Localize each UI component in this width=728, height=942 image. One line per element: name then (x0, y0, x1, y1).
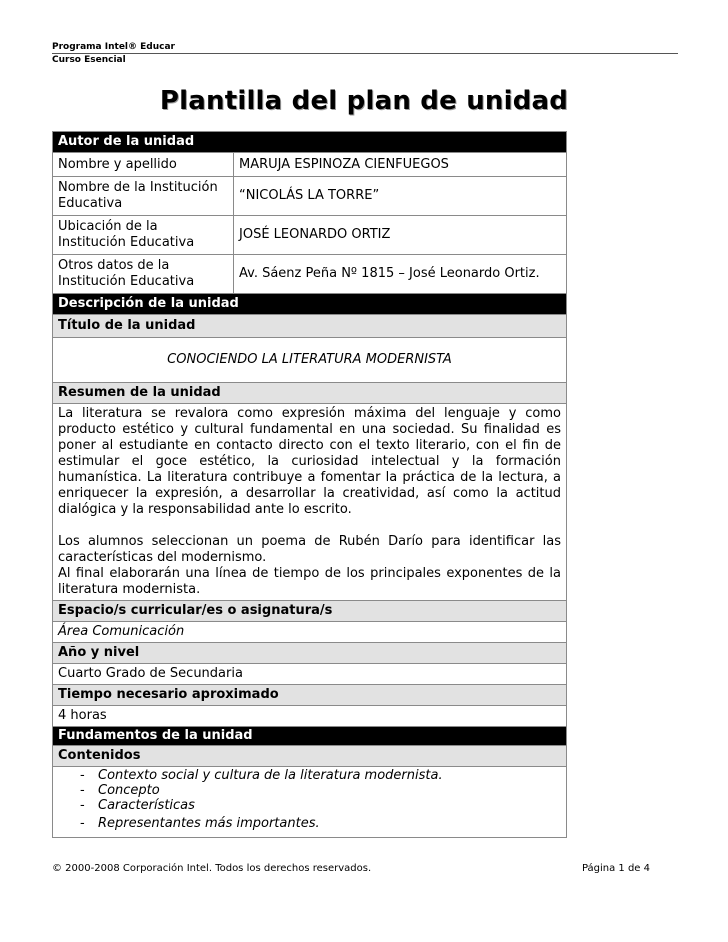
header-course: Curso Esencial (52, 55, 126, 65)
list-item: - Características (76, 798, 561, 813)
unit-title-label-row (53, 315, 567, 338)
time-value-row (53, 706, 567, 727)
unit-title-label: Título de la unidad (53, 315, 567, 338)
institution-location-label: Ubicación de la Institución Educativa (53, 216, 234, 255)
institution-name-value: “NICOLÁS LA TORRE” (234, 177, 567, 216)
institution-location-value: JOSÉ LEONARDO ORTIZ (234, 216, 567, 255)
author-name-label: Nombre y apellido (53, 153, 234, 177)
year-label: Año y nivel (53, 643, 567, 664)
unit-title-value-row (53, 338, 567, 383)
institution-name-label: Nombre de la Institución Educativa (53, 177, 234, 216)
summary-paragraph: Al final elaborarán una línea de tiempo de los principales exponentes de la literatura modernista. (58, 566, 561, 597)
institution-row (53, 177, 567, 216)
foundations-section-heading: Fundamentos de la unidad (53, 727, 567, 746)
time-value: 4 horas (53, 706, 567, 727)
footer-copyright: © 2000-2008 Corporación Intel. Todos los derechos reservados. (52, 863, 372, 874)
author-section-heading: Autor de la unidad (53, 132, 567, 153)
unit-plan-table-container (52, 131, 566, 838)
contents-value-row (53, 767, 567, 838)
curricular-label: Espacio/s curricular/es o asignatura/s (53, 601, 567, 622)
curricular-value-row (53, 622, 567, 643)
summary-text (53, 404, 567, 601)
unit-title-value: CONOCIENDO LA LITERATURA MODERNISTA (53, 338, 567, 383)
author-name-value: MARUJA ESPINOZA CIENFUEGOS (234, 153, 567, 177)
other-data-value: Av. Sáenz Peña Nº 1815 – José Leonardo Ortiz. (234, 255, 567, 294)
curricular-label-row (53, 601, 567, 622)
year-value: Cuarto Grado de Secundaria (53, 664, 567, 685)
contents-label-row (53, 746, 567, 767)
header-divider (52, 53, 678, 54)
summary-value-row (53, 404, 567, 601)
year-label-row (53, 643, 567, 664)
list-item: - Concepto (76, 783, 561, 798)
time-label: Tiempo necesario aproximado (53, 685, 567, 706)
other-data-row (53, 255, 567, 294)
time-label-row (53, 685, 567, 706)
footer-page-number: Página 1 de 4 (581, 863, 650, 874)
foundations-section-heading-row (53, 727, 567, 746)
summary-label: Resumen de la unidad (53, 383, 567, 404)
page-title: Plantilla del plan de unidad (159, 86, 569, 116)
location-row (53, 216, 567, 255)
author-section-heading-row (53, 132, 567, 153)
author-row (53, 153, 567, 177)
other-data-label: Otros datos de la Institución Educativa (53, 255, 234, 294)
header-program: Programa Intel® Educar (52, 42, 175, 52)
curricular-value: Área Comunicación (53, 622, 567, 643)
summary-paragraph: Los alumnos seleccionan un poema de Rubén Darío para identificar las características del modernismo. (58, 534, 561, 565)
contents-label: Contenidos (53, 746, 567, 767)
contents-list (58, 768, 561, 835)
year-value-row (53, 664, 567, 685)
summary-label-row (53, 383, 567, 404)
summary-paragraph: La literatura se revalora como expresión máxima del lenguaje y como producto estético y cultural fundamental en una sociedad. Su finalidad es poner al estudiante en contacto directo con el texto literario, con el fin de estimular el goce estético, la curiosidad intelectual y la formación humanística. La literatura contribuye a fomentar la práctica de la lectura, a enriquecer la expresión, a desarrollar la creatividad, así como la actitud dialógica y la responsabilidad ante lo escrito. (58, 406, 561, 517)
contents-list-cell (53, 767, 567, 838)
list-item: - Contexto social y cultura de la literatura modernista. (76, 768, 561, 783)
unit-plan-table (52, 131, 567, 838)
description-section-heading: Descripción de la unidad (53, 294, 567, 315)
list-item: - Representantes más importantes. (76, 816, 561, 831)
description-section-heading-row (53, 294, 567, 315)
